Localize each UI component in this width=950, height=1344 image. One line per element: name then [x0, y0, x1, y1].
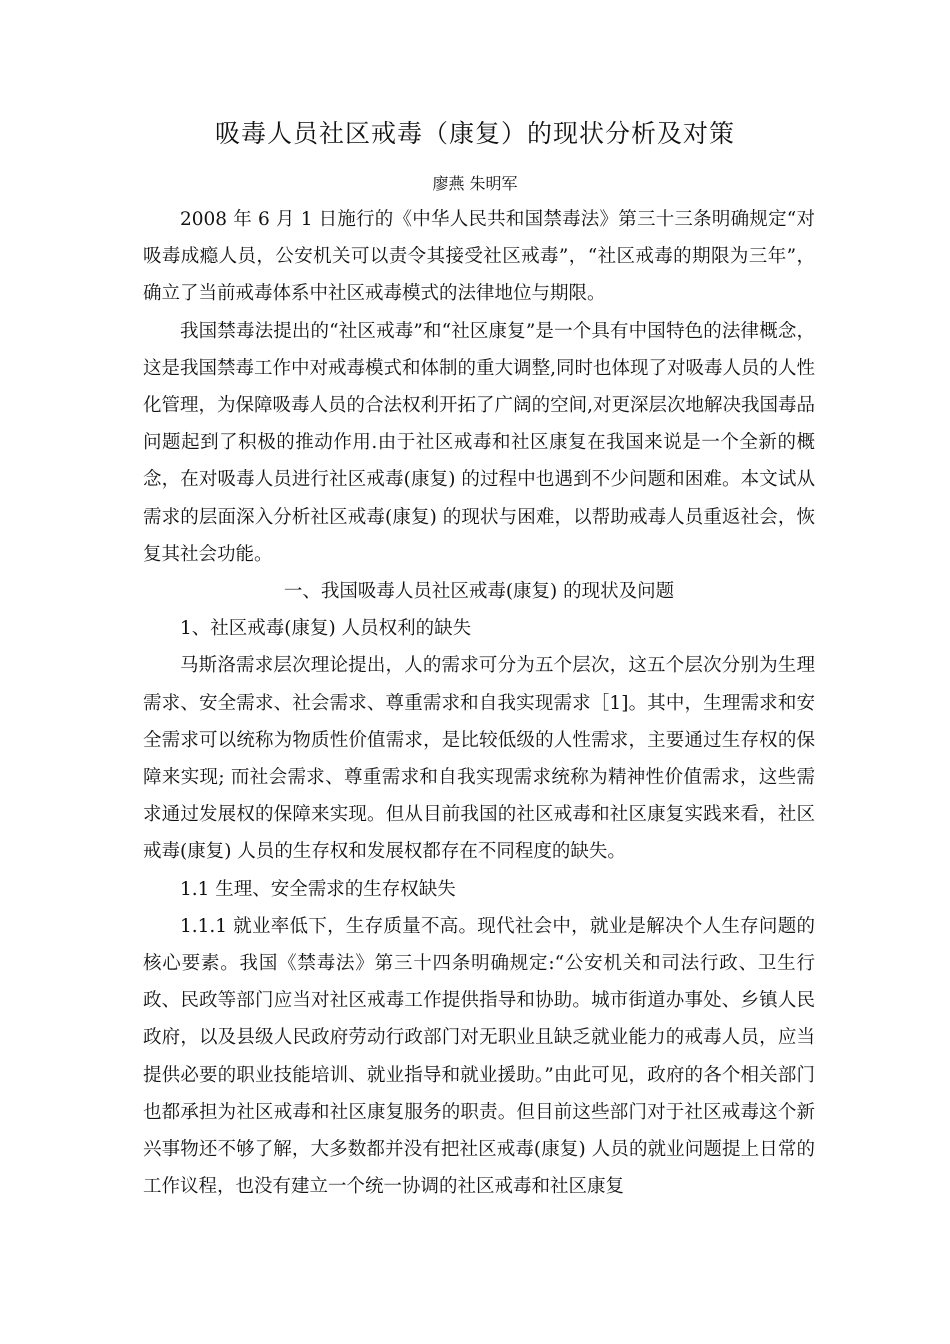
document-authors: 廖燕 朱明军 [432, 174, 518, 193]
section-heading-1: 一、我国吸毒人员社区戒毒(康复) 的现状及问题 [283, 581, 675, 603]
subsection-heading-1: 1、社区戒毒(康复) 人员权利的缺失 [180, 618, 472, 640]
document-body [143, 201, 815, 1205]
paragraph-background: 我国禁毒法提出的“社区戒毒”和“社区康复”是一个具有中国特色的法律概念，这是我国禁毒工作中对戒毒模式和体制的重大调整,同时也体现了对吸毒人员的人性化管理，为保障吸毒人员的合法权利开拓了广阔的空间,对更深层次地解决我国毒品问题起到了积极的推动作用.由于社区戒毒和社区康复在我国来说是一个全新的概念，在对吸毒人员进行社区戒毒(康复) 的过程中也遇到不少问题和困难。本文试从需求的层面深入分析社区戒毒(康复) 的现状与困难，以帮助戒毒人员重返社会，恢复其社会功能。 [143, 320, 815, 565]
paragraph-maslow: 马斯洛需求层次理论提出，人的需求可分为五个层次，这五个层次分别为生理需求、安全需求、社会需求、尊重需求和自我实现需求［1]。其中，生理需求和安全需求可以统称为物质性价值需求，是比较低级的人性需求，主要通过生存权的保障来实现; 而社会需求、尊重需求和自我实现需求统称为精神性价值需求，这些需求通过发展权的保障来实现。但从目前我国的社区戒毒和社区康复实践来看，社区戒毒(康复) 人员的生存权和发展权都存在不同程度的缺失。 [143, 655, 815, 863]
subsection-heading-1-1: 1.1 生理、安全需求的生存权缺失 [180, 878, 456, 900]
document-title: 吸毒人员社区戒毒（康复）的现状分析及对策 [214, 119, 735, 148]
paragraph-employment: 1.1.1 就业率低下，生存质量不高。现代社会中，就业是解决个人生存问题的核心要素。我国《禁毒法》第三十四条明确规定:“公安机关和司法行政、卫生行政、民政等部门应当对社区戒毒工作提供指导和协助。城市街道办事处、乡镇人民政府，以及县级人民政府劳动行政部门对无职业且缺乏就业能力的戒毒人员，应当提供必要的职业技能培训、就业指导和就业援助。”由此可见，政府的各个相关部门也都承担为社区戒毒和社区康复服务的职责。但目前这些部门对于社区戒毒这个新兴事物还不够了解，大多数都并没有把社区戒毒(康复) 人员的就业问题提上日常的工作议程，也没有建立一个统一协调的社区戒毒和社区康复 [143, 915, 815, 1198]
paragraph-intro: 2008 年 6 月 1 日施行的《中华人民共和国禁毒法》第三十三条明确规定“对吸毒成瘾人员，公安机关可以责令其接受社区戒毒”，“社区戒毒的期限为三年”，确立了当前戒毒体系中社区戒毒模式的法律地位与期限。 [143, 209, 815, 305]
